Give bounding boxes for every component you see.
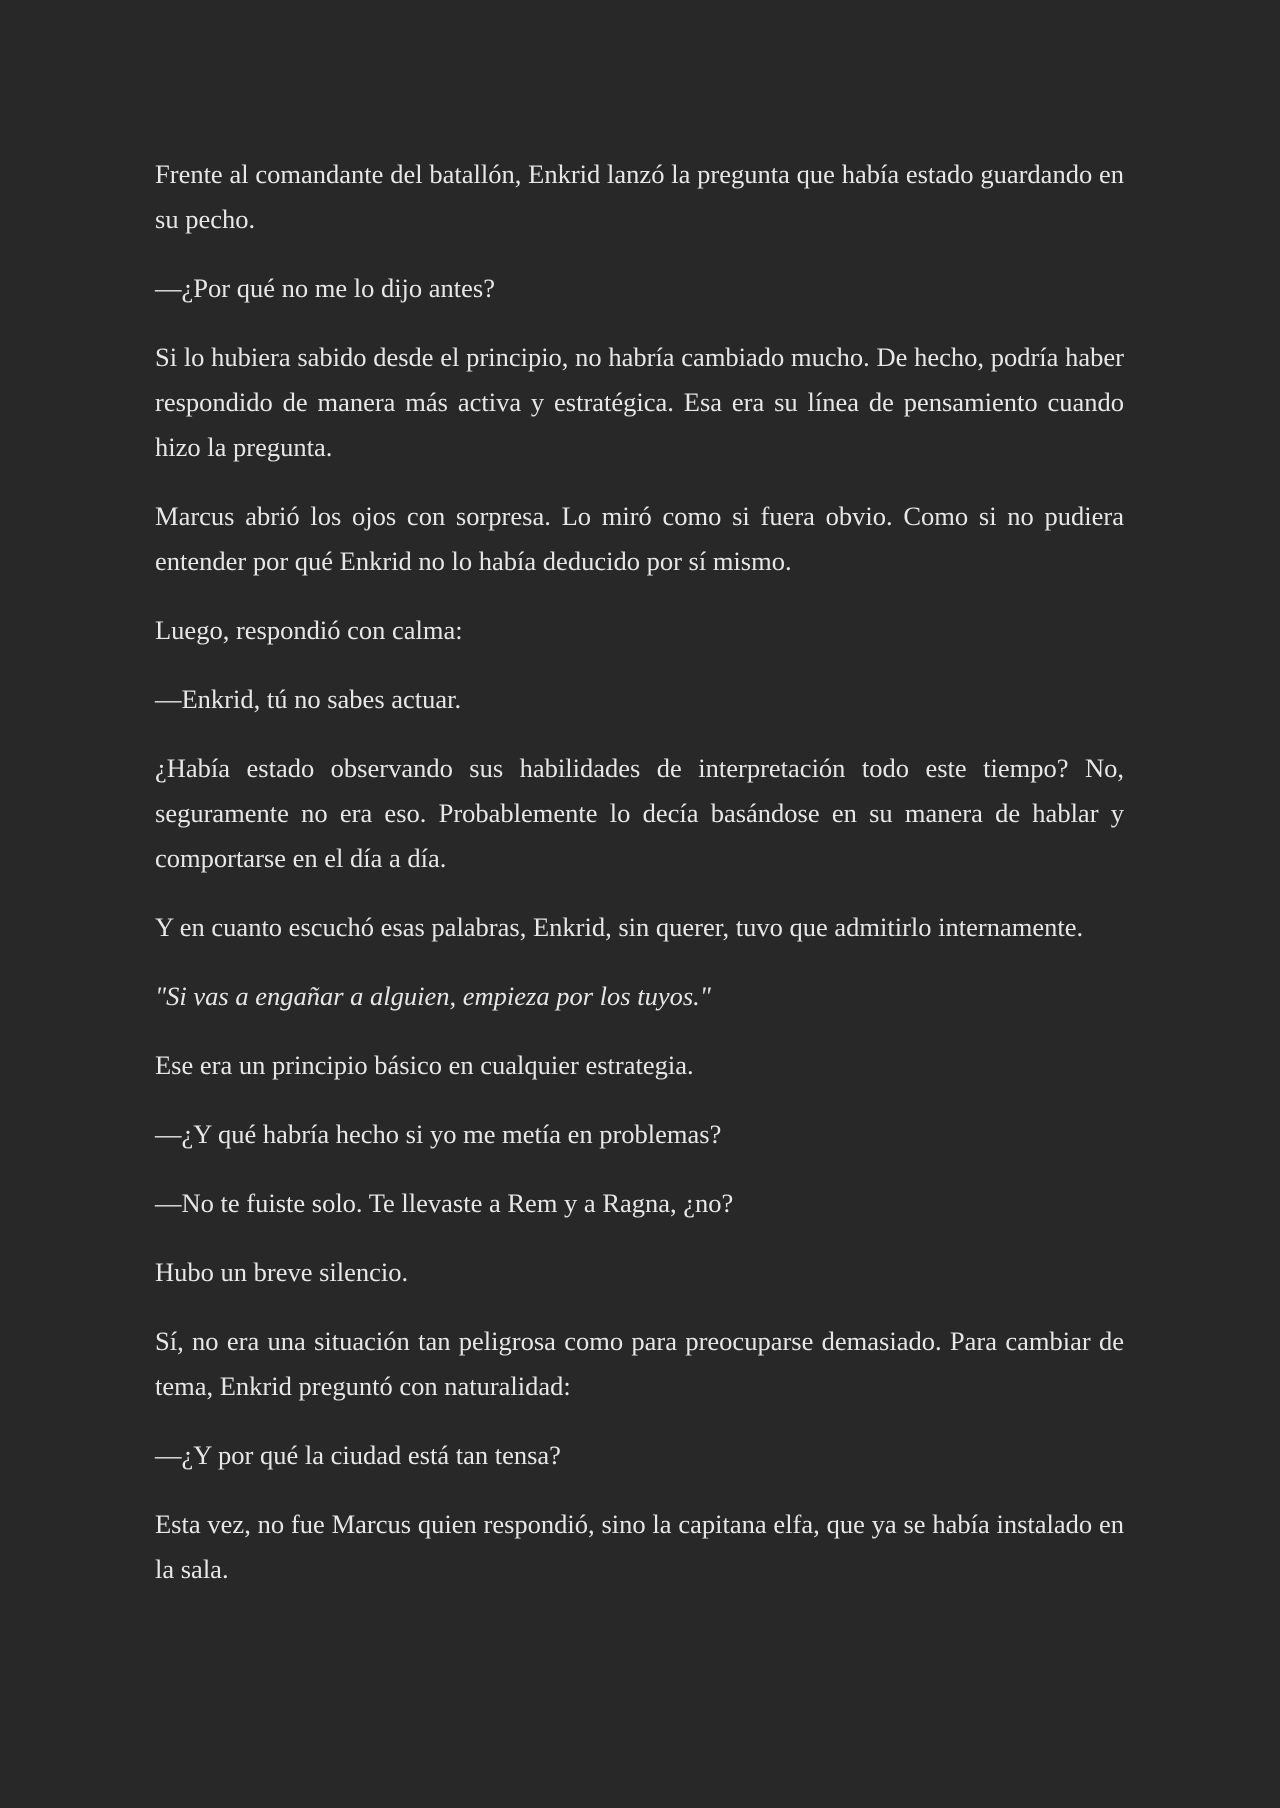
document-body [155, 152, 1124, 1616]
paragraph: Sí, no era una situación tan peligrosa como para preocuparse demasiado. Para cambiar de tema, Enkrid preguntó con naturalidad: [155, 1326, 1124, 1401]
paragraph: —¿Por qué no me lo dijo antes? [155, 273, 496, 303]
paragraph: Si lo hubiera sabido desde el principio, no habría cambiado mucho. De hecho, podría haber respondido de manera más activa y estratégica. Esa era su línea de pensamiento cuando hizo la pregunta. [155, 342, 1124, 462]
paragraph: —Enkrid, tú no sabes actuar. [155, 684, 462, 714]
paragraph: Hubo un breve silencio. [155, 1257, 409, 1287]
paragraph: —¿Y qué habría hecho si yo me metía en problemas? [155, 1119, 722, 1149]
paragraph: Ese era un principio básico en cualquier estrategia. [155, 1050, 694, 1080]
paragraph: —¿Y por qué la ciudad está tan tensa? [155, 1440, 561, 1470]
italic-quote: "Si vas a engañar a alguien, empieza por los tuyos." [155, 981, 711, 1011]
paragraph: Frente al comandante del batallón, Enkrid lanzó la pregunta que había estado guardando en su pecho. [155, 159, 1124, 234]
paragraph: Y en cuanto escuchó esas palabras, Enkrid, sin querer, tuvo que admitirlo internamente. [155, 912, 1084, 942]
paragraph: Marcus abrió los ojos con sorpresa. Lo miró como si fuera obvio. Como si no pudiera entender por qué Enkrid no lo había deducido por sí mismo. [155, 501, 1124, 576]
paragraph: Esta vez, no fue Marcus quien respondió, sino la capitana elfa, que ya se había instalado en la sala. [155, 1509, 1124, 1584]
paragraph: ¿Había estado observando sus habilidades de interpretación todo este tiempo? No, seguramente no era eso. Probablemente lo decía basándose en su manera de hablar y comportarse en el día a día. [155, 753, 1124, 873]
paragraph: —No te fuiste solo. Te llevaste a Rem y a Ragna, ¿no? [155, 1188, 734, 1218]
paragraph: Luego, respondió con calma: [155, 615, 463, 645]
